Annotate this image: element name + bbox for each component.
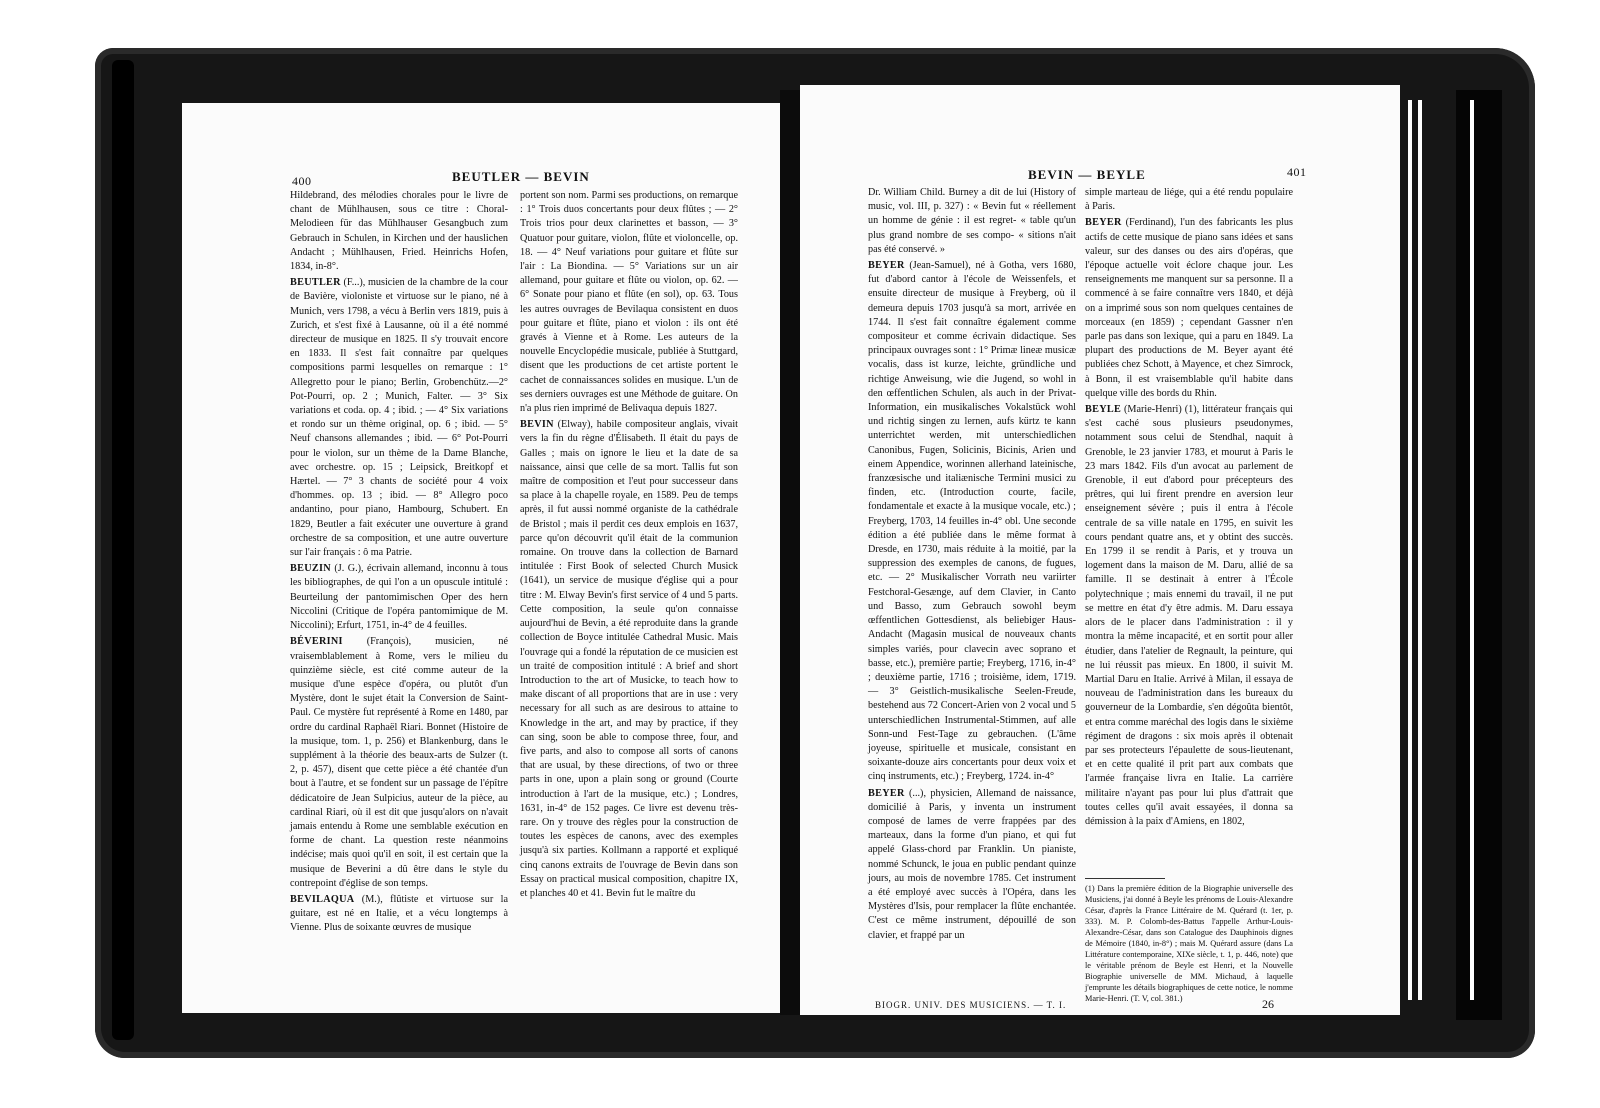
dictionary-entry (290, 189, 508, 274)
page-edge-stripe (1470, 100, 1474, 1000)
binding-edge-right (1456, 90, 1502, 1020)
footnote: (1) Dans la première édition de la Biographie universelle des Musiciens, j'ai donné à Beyle les prénoms de Louis-Alexandre César, d'après la France Littéraire de M. Quérard (t. 1er, p. 333). M. P. Colomb-des-Battus l'appelle Arthur-Louis-Alexandre-César, dans son Catalogue des Dauphinois dignes de Mémoire (1840, in-8°) ; mais M. Quérard assure (dans La Littérature contemporaine, XIXe siècle, t. 1, p. 446, note) que le véritable prénom de Beyle est Henri, et la Nouvelle Biographie universelle de MM. Michaud, à laquelle j'emprunte les détails biographiques de cette notice, le nomme Marie-Henri. (T. V, col. 381.) (1085, 884, 1293, 1003)
entry-headword: BEYLE (1085, 404, 1122, 416)
left-page (182, 103, 780, 1013)
entry-text: (J. G.), écrivain allemand, inconnu à tous les bibliographes, de qui l'on a un opuscule intitulé : Beurteilung der pantomimischen Oper des hern Niccolini (Critique de l'opéra pantomimique de M. Niccolini); Erfurt, 1751, in-4° de 4 feuilles. (290, 563, 508, 632)
signature-line: BIOGR. UNIV. DES MUSICIENS. — T. I. (875, 1000, 1067, 1010)
dictionary-entry (290, 635, 508, 891)
dictionary-entry (520, 418, 738, 901)
right-column-2 (1085, 186, 1293, 876)
entry-text: portent son nom. Parmi ses productions, on remarque : 1° Trois duos concertants pour deux flûtes ; — 2° Trois trios pour deux clarinettes et basson, — 3° Quatuor pour guitare, violon, flûte et violoncelle, op. 18. — 4° Neuf variations pour guitare et flûte sur l'air : La Biondina. — 5° Variations sur un air allemand, pour guitare et flûte ou violon, op. 62. — 6° Sonate pour piano et flûte (en sol), op. 63. Tous les autres ouvrages de Bevilaqua consistent en duos pour guitare et flûte, piano et violon : ils ont été gravés à Vienne et à Rome. Les auteurs de la nouvelle Encyclopédie musicale, publiée à Stuttgard, disent que les productions de cet artiste portent le cachet de connaissances solides en musique. L'un de ses derniers ouvrages est une Méthode de guitare. On n'a plus rien imprimé de Belivaqua depuis 1827. (520, 190, 738, 415)
dictionary-entry (290, 562, 508, 633)
dictionary-entry (868, 186, 1076, 257)
dictionary-entry (868, 259, 1076, 785)
entry-text: (François), musicien, né vraisemblablement à Rome, vers le milieu du quinzième siècle, est cité comme auteur de la musique d'une espèce d'opéra, ou plutôt d'un Mystère, dont le sujet était la Conversion de Saint-Paul. Ce mystère fut représenté à Rome en 1480, par ordre du cardinal Raphaël Riari. Bonnet (Histoire de la musique, tom. 1, p. 256) et Blankenburg, dans le supplément à la théorie des beaux-arts de Sulzer (t. 2, p. 457), disent que cette pièce a été chantée d'un bout à l'autre, et se fondent sur un passage de l'épître dédicatoire de Jean Sulpicius, auteur de la pièce, au cardinal Riari, où il est dit que jusqu'alors on n'avait jamais entendu à Rome une semblable exécution en forme de chant. La question reste néanmoins indécise; mais quoi qu'il en soit, il est certain que la musique de Beverini a dû être dans le style du contrepoint d'église de son temps. (290, 636, 508, 889)
dictionary-entry (1085, 216, 1293, 401)
entry-headword: BEYER (868, 787, 905, 799)
left-page-number: 400 (292, 174, 312, 188)
dictionary-entry (1085, 403, 1293, 829)
entry-text: (M.), flûtiste et virtuose sur la guitare, est né en Italie, et a vécu longtemps à Vienne. Plus de soixante œuvres de musique (290, 893, 508, 934)
entry-text: (Marie-Henri) (1), littérateur français qui s'est caché sous plusieurs pseudonymes, notamment sous celui de Stendhal, naquit à Grenoble, le 23 janvier 1783, et mourut à Paris le 23 mars 1842. Fils d'un avocat au parlement de Grenoble, il eut d'abord pour précepteurs des prêtres, qui lui firent prendre en aversion leur enseignement sévère ; puis il entra à l'école centrale de sa ville natale en 1795, en suivit les cours pendant quatre ans, et y obtint des succès. En 1799 il se rendit à Paris, et y trouva un logement dans la maison de M. Daru, allié de sa famille. Il se destinait à entrer à l'École polytechnique ; mais ennemi du travail, il ne put se mettre en état d'y être admis. M. Daru essaya alors de le placer dans l'administration : il y montra la même incapacité, et en sortit pour aller étudier, dans l'atelier de Regnault, la peinture, qui ne lui réussit pas mieux. En 1800, il suivit M. Martial Daru en Italie. Arrivé à Milan, il essaya de nouveau de l'administration dans les bureaux du gouverneur de la Lombardie, s'en dégoûta bientôt, et entra comme maréchal des logis dans le sixième régiment de dragons : six mois après il obtenait par ses protecteurs l'épaulette de sous-lieutenant, et en cette qualité il prit part aux combats que l'armée française livra en Italie. La carrière militaire n'ayant pas pour lui plus d'attrait que toutes celles qu'il avait essayées, il donna sa démission à la paix d'Amiens, en 1802, (1085, 404, 1293, 827)
sheet-number: 26 (1262, 997, 1274, 1011)
entry-headword: BEYER (868, 260, 905, 272)
dictionary-entry (290, 276, 508, 560)
left-running-head: BEUTLER — BEVIN (452, 169, 590, 184)
book-gutter (780, 90, 800, 1015)
right-running-head: BEVIN — BEYLE (1028, 167, 1146, 182)
dictionary-entry (520, 189, 738, 416)
entry-headword: BEVIN (520, 419, 554, 431)
entry-headword: BEUTLER (290, 277, 341, 289)
entry-text: simple marteau de liége, qui a été rendu populaire à Paris. (1085, 187, 1293, 213)
left-column-1 (290, 189, 508, 1007)
entry-text: (Ferdinand), l'un des fabricants les plus actifs de cette musique de piano sans idées et sans valeur, sur des danses ou des airs d'opéras, que l'époque actuelle voit éclore chaque jour. Les renseignements me manquent sur sa personne. Il a commencé à se faire connaître vers 1840, et déjà on a imprimé sous son nom quelques centaines de morceaux (en 1859) ; cependant Gassner n'en parle pas dans son lexique, qui a paru en 1849. La plupart des productions de M. Beyer ayant été publiées chez Schott, à Mayence, et chez Simrock, à Bonn, il est vraisemblable qu'il habite dans quelque ville des bords du Rhin. (1085, 217, 1293, 399)
entry-headword: BEVILAQUA (290, 893, 355, 905)
entry-text: Hildebrand, des mélodies chorales pour le livre de chant de Mühlhausen, sous ce titre : Choral-Melodieen für das Mühlhauser Gesangbuch zum Gebrauch in Schulen, in Kirchen und der hauslichen Andacht ; Mühlhausen, Fried. Heinrichs Hofen, 1834, in-8°. (290, 190, 508, 273)
entry-text: (...), physicien, Allemand de naissance, domicilié à Paris, y inventa un instrument composé de lames de verre frappées par des marteaux, dans la forme d'un piano, et qui fut appelé Glass-chord par Franklin. Un pianiste, nommé Schunck, le joua en public pendant quinze jours, au mois de novembre 1785. Cet instrument a été employé avec succès à l'Opéra, dans les Mystères d'Isis, pour remplacer la flûte enchantée. C'est ce même instrument, dépouillé de son clavier, et frappé par un (868, 787, 1076, 941)
entry-text: (Jean-Samuel), né à Gotha, vers 1680, fut d'abord cantor à l'école de Weissenfels, et ensuite directeur de musique à Freyberg, où il demeura depuis 1703 jusqu'à sa mort, arrivée en 1744. Il s'est fait connaître également comme compositeur et comme écrivain didactique. Ses principaux ouvrages sont : 1° Primæ lineæ musicæ vocalis, dass ist kurze, leichte, gründliche und richtige Anweisung, wie die Jugend, so wohl in den œffentlichen Schulen, als auch in der Privat-Information, ein musikalisches Vokalstück wohl und richtig singen zu lernen, aufs kürtz te kann unterrichtet werden, mit unterschiedlichen Canonibus, Fugen, Solicinis, Bicinis, Arien und einem Appendice, worinnen allerhand lateinische, franzœsische und italiænische Termini musici zu finden, etc. (Introduction courte, facile, fondamentale et exacte à la musique vocale, etc.) ; Freyberg, 1703, 14 feuilles in-4° obl. Une seconde édition a été publiée dans le même format à Dresde, en 1730, mais réduite à la moitié, par la suppression des exemples de canons, de fugues, etc. — 2° Musikalischer Vorrath neu variirter Festchoral-Gesænge, auf dem Clavier, in Canto und Basso, zum Gebrauch sowohl beym œffentlichen Gottesdienst, als beliebiger Haus-Andacht (Magasin musical de nouveaux chants simples variés, pour clavecin avec soprano et basse, etc.), première partie; Freyberg, 1716, in-4° ; deuxième partie, 1716 ; troisième, idem, 1719. — 3° Geistlich-musikalische Seelen-Freude, bestehend aus 72 Concert-Arien von 2 vocal und 5 unterschiedlichen Instrumental-Stimmen, auf alle Sonn-und Fest-Tage zu gebrauchen. (L'âme joyeuse, spirituelle et musicale, consistant en soixante-douze airs concertants pour deux voix et cinq instruments, etc.) ; Freyberg, 1724. in-4° (868, 260, 1076, 783)
right-page (800, 85, 1400, 1015)
entry-text: Dr. William Child. Burney a dit de lui (History of music, vol. III, p. 327) : « Bevin fut « réellement un homme de génie : il est regret- « table qu'un plus grand nombre de ses compo- « sitions n'ait pas été conservé. » (868, 187, 1076, 255)
entry-headword: BÉVERINI (290, 636, 343, 648)
entry-headword: BEUZIN (290, 563, 331, 575)
entry-text: (F...), musicien de la chambre de la cour de Bavière, violoniste et virtuose sur le piano, né à Munich, vers 1798, a vécu à Berlin vers 1819, puis à Zurich, et s'est fixé à Lausanne, où il a été nommé directeur de musique en 1825. Il s'y trouvait encore en 1833. Il s'est fait connaître par quelques compositions parmi lesquelles on remarque : 1° Allegretto pour le piano; Berlin, Grobenchütz.—2° Pot-Pourri, op. 2 ; Munich, Falter. — 3° Six variations et coda. op. 4 ; ibid. ; — 4° Six variations et rondo sur un thème original, op. 6 ; ibid. — 5° Neuf chansons allemandes ; ibid. — 6° Pot-Pourri pour le violon, sur un thème de la Dame Blanche, avec orchestre. op. 15 ; Leipsick, Breitkopf et Hærtel. — 7° 3 chants de société pour 4 voix d'hommes. op. 13 ; ibid. — 8° Allegro poco andantino, pour piano, Hambourg, Schubert. En 1829, Beutler a fait exécuter une ouverture à grand orchestre de sa composition, et une autre ouverture sur l'air français : ô ma Patrie. (290, 277, 508, 559)
right-column-1 (868, 186, 1076, 996)
page-edge-stripe (1408, 100, 1412, 1000)
dictionary-entry (868, 787, 1076, 943)
binding-edge-left (112, 60, 134, 1040)
left-column-2 (520, 189, 738, 1007)
page-edge-stripe (1418, 100, 1422, 1000)
entry-text: (Elway), habile compositeur anglais, vivait vers la fin du règne d'Élisabeth. Il était du pays de Galles ; mais on ignore le lieu et la date de sa naissance, ainsi que celle de sa mort. Tallis fut son maître de composition et l'eut pour successeur dans sa place à la chapelle royale, en 1589. Peu de temps après, il fut aussi nommé organiste de la cathédrale de Bristol ; mais il perdit ces deux emplois en 1637, parce qu'on découvrit qu'il était de la communion romaine. On trouve dans la collection de Barnard intitulée : First Book of selected Church Musick (1641), un service de musique d'église qui a pour titre : M. Elway Bevin's first service of 4 und 5 parts. Cette composition, la seule qu'on connaisse aujourd'hui de Bevin, a été reproduite dans la grande collection de Boyce intitulée Cathedral Music. Mais l'ouvrage qui a fondé la réputation de ce musicien est un traité de composition intitulé : A brief and short Introduction to the art of Musicke, to teach how to make discant of all proportions that are in use : very necessary for all such as are desirous to attaine to Knowledge in the art, and may by practice, if they can sing, soon be able to compose three, four, and five parts, and also to compose all sorts of canons that are usual, by these directions, of two or three parts in one, upon a plain song or ground (Courte introduction à l'art de la musique, etc.) ; Londres, 1631, in-4° de 152 pages. Ce livre est devenu très-rare. On y trouve des règles pour la construction de toutes les espèces de canons, avec des exemples jusqu'à six parties. Kollmann a rapporté et expliqué cinq canons extraits de l'ouvrage de Bevin dans son Essay on practical musical composition, chapitre IX, et planches 40 et 41. Bevin fut le maître du (520, 419, 738, 899)
footnote-rule (1085, 878, 1165, 879)
dictionary-entry (1085, 186, 1293, 214)
entry-headword: BEYER (1085, 217, 1122, 229)
right-page-number: 401 (1287, 165, 1307, 179)
dictionary-entry (290, 893, 508, 936)
